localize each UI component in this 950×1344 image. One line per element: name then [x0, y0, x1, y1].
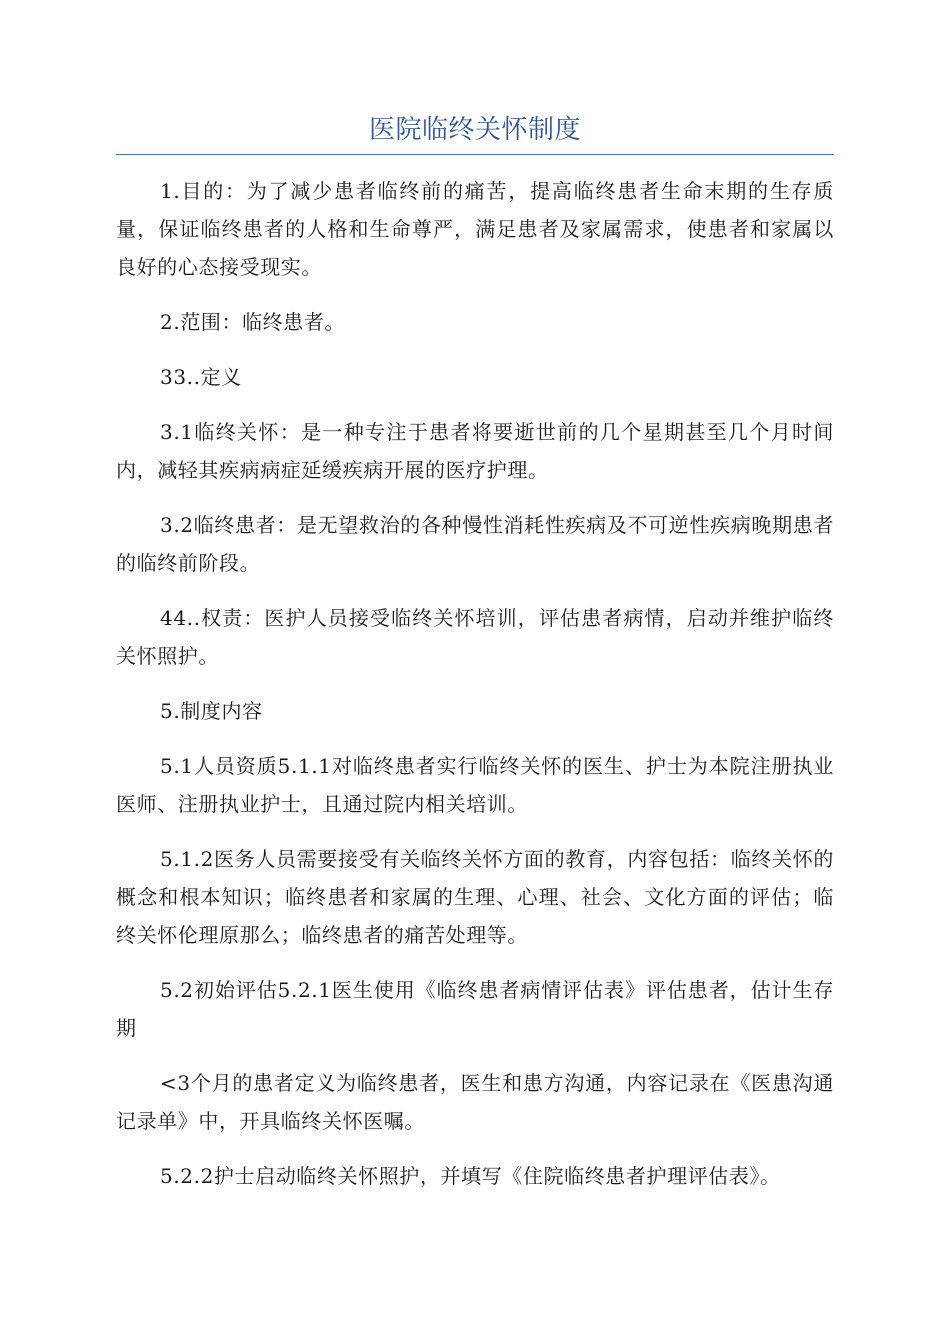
- paragraph-staff-education: 5.1.2医务人员需要接受有关临终关怀方面的教育，内容包括：临终关怀的概念和根本知识；临终患者和家属的生理、心理、社会、文化方面的评估；临终关怀伦理原那么；临终患者的痛苦处理等。: [116, 847, 834, 947]
- document-body: [116, 172, 834, 1212]
- title-underline: [116, 154, 834, 155]
- paragraph-purpose: 1.目的：为了减少患者临终前的痛苦，提高临终患者生命末期的生存质量，保证临终患者的人格和生命尊严，满足患者及家属需求，使患者和家属以良好的心态接受现实。: [116, 179, 834, 279]
- paragraph-patient-definition: <3个月的患者定义为临终患者，医生和患方沟通，内容记录在《医患沟通记录单》中，开具临终关怀医嘱。: [116, 1071, 834, 1133]
- paragraph-definition-patient: 3.2临终患者：是无望救治的各种慢性消耗性疾病及不可逆性疾病晚期患者的临终前阶段。: [116, 513, 834, 575]
- paragraph-nursing-assessment: 5.2.2护士启动临终关怀照护，并填写《住院临终患者护理评估表》。: [160, 1164, 781, 1188]
- paragraph-content-heading: 5.制度内容: [160, 699, 263, 723]
- paragraph-definition-heading: 33..定义: [160, 365, 242, 389]
- paragraph-initial-assessment: 5.2初始评估5.2.1医生使用《临终患者病情评估表》评估患者，估计生存期: [116, 978, 834, 1040]
- document-title: 医院临终关怀制度: [368, 115, 581, 145]
- paragraph-staff-qualification: 5.1人员资质5.1.1对临终患者实行临终关怀的医生、护士为本院注册执业医师、注册执业护士，且通过院内相关培训。: [116, 754, 834, 816]
- paragraph-scope: 2.范围：临终患者。: [160, 310, 346, 334]
- paragraph-definition-hospice: 3.1临终关怀：是一种专注于患者将要逝世前的几个星期甚至几个月时间内，减轻其疾病病症延缓疾病开展的医疗护理。: [116, 420, 834, 482]
- paragraph-responsibilities: 44..权责：医护人员接受临终关怀培训，评估患者病情，启动并维护临终关怀照护。: [116, 606, 834, 668]
